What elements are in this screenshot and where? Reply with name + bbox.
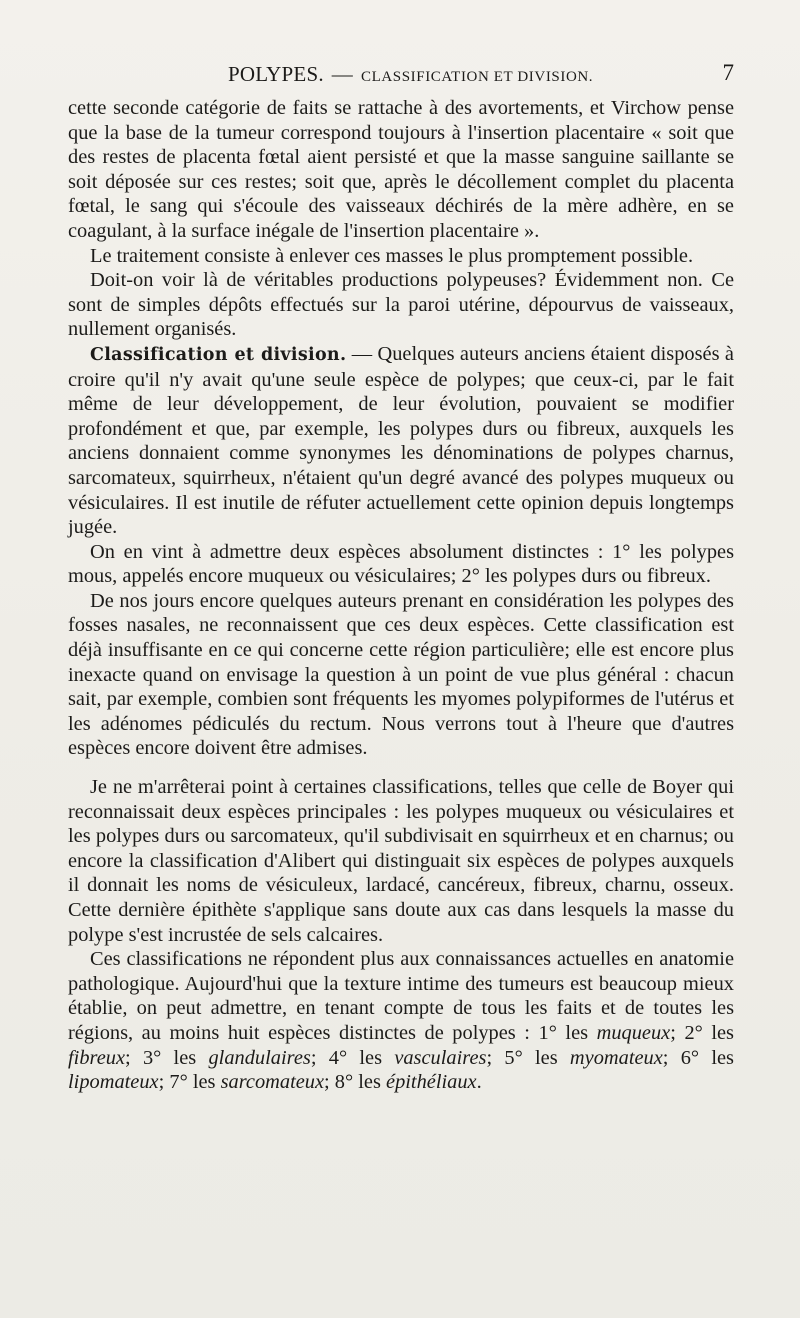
paragraph-3: Doit-on voir là de véritables productions polypeuses? Évidemment non. Ce sont de simples dépôts effectués sur la paroi utérine, dépourvus de vaisseaux, nullement organisés. (68, 269, 734, 341)
header-dash: — (331, 62, 353, 86)
body-text (68, 96, 734, 1095)
running-title (228, 62, 593, 87)
species-number: 4° (328, 1046, 348, 1069)
page-number: 7 (722, 60, 734, 85)
species-article: les (556, 1021, 597, 1044)
species-number: 1° (538, 1021, 557, 1044)
paragraph-6: De nos jours encore quelques auteurs prenant en considération les polypes des fosses nasales, ne reconnaissent que ces deux espèces. Cette classification est déjà insuffisante en ce qui concerne cette région particulière; elle est encore plus inexacte quand on envisage la question à un point de vue plus général : chacun sait, par exemple, combien sont fréquents les myomes polypiformes de l'utérus et les adénomes pédiculés du rectum. Nous verrons tout à l'heure que d'autres espèces encore doivent être admises. (68, 589, 734, 760)
species-item (169, 1071, 334, 1093)
species-number: 5° (504, 1046, 523, 1069)
paragraph-1: cette seconde catégorie de faits se rattache à des avortements, et Virchow pense que la base de la tumeur correspond toujours à l'insertion placentaire « soit que des restes de placenta fœtal aient persisté et que la masse sanguine saillante se soit déposée sur ces restes; soit que, après le décollement complet du placenta fœtal, le sang qui s'écoule des vaisseaux déchirés de la mère adhère, en se coagulant, à la surface inégale de l'insertion placentaire ». (68, 97, 734, 242)
species-separator: ; (310, 1046, 329, 1069)
species-item (335, 1071, 482, 1093)
species-article: les (522, 1046, 570, 1069)
species-article: les (702, 1021, 734, 1044)
species-separator: ; (662, 1046, 681, 1069)
species-separator: ; (670, 1021, 685, 1044)
species-number: 8° (334, 1071, 354, 1094)
species-name: vasculaires (394, 1046, 487, 1069)
species-separator: . (476, 1071, 482, 1094)
paragraph-4-text: — Quelques auteurs anciens étaient disposés à croire qu'il n'y avait qu'une seule espèce de polypes; que ceux-ci, par le fait même de leur développement, de leur évolution, pouvaient se modifier profondément et que, par exemple, les polypes durs ou fibreux, auxquels les anciens donnaient comme synonymes les dénominations de polypes charnus, sarcomateux, squirrheux, n'étaient qu'un degré avancé des polypes muqueux ou vésiculaires. Il est inutile de réfuter actuellement cette opinion depuis longtemps jugée. (68, 342, 734, 539)
species-article: les (187, 1071, 221, 1094)
header-subtitle: CLASSIFICATION ET DIVISION. (360, 69, 594, 85)
species-separator: ; (324, 1071, 335, 1094)
species-separator: ; (486, 1046, 505, 1069)
header-title: POLYPES. (228, 62, 324, 86)
species-separator: ; (158, 1071, 170, 1094)
paragraph-7: Je ne m'arrêterai point à certaines classifications, telles que celle de Boyer qui reconnaissait deux espèces principales : les polypes muqueux ou vésiculaires et les polypes durs ou sarcomateux, qu'il subdivisait en squirrheux et en charnus; ou encore la classification d'Alibert qui distinguait six espèces de polypes auxquels il donnait les noms de vésiculeux, lardacé, cancéreux, fibreux, charnu, osseux. Cette dernière épithète s'applique sans doute aux cas dans lesquels la masse du polype s'est incrustée de sels calcaires. (68, 776, 734, 946)
species-name: sarcomateux (220, 1071, 325, 1094)
species-name: épithéliaux (386, 1071, 477, 1094)
species-number: 3° (142, 1046, 162, 1069)
running-header (68, 60, 736, 90)
paragraph-2: Le traitement consiste à enlever ces masses le plus promptement possible. (90, 244, 694, 267)
species-number: 6° (680, 1046, 700, 1069)
species-name: muqueux (596, 1021, 671, 1044)
species-article: les (353, 1071, 387, 1094)
paragraph-4 (68, 342, 734, 540)
species-number: 2° (684, 1021, 703, 1044)
paragraph-8-text: Ces classifications ne répondent plus aux connaissances actuelles en anatomie pathologique. Aujourd'hui que la texture intime des tumeurs est beaucoup mieux établie, on peut admettre, en tenant compte de tous les faits et de toutes les régions, au moins huit espèces distinctes de polypes : (68, 948, 734, 1044)
paragraph-gap (68, 761, 734, 775)
species-item (143, 1047, 329, 1069)
species-item (539, 1022, 685, 1044)
species-name: fibreux (68, 1046, 125, 1069)
species-item (504, 1047, 680, 1069)
species-item (329, 1047, 505, 1069)
species-name: glandulaires (208, 1046, 311, 1069)
section-heading: Classification et division. (90, 344, 347, 365)
species-article: les (699, 1046, 734, 1069)
species-separator: ; (125, 1046, 143, 1069)
species-name: myomateux (569, 1046, 663, 1069)
species-number: 7° (169, 1071, 188, 1094)
species-article: les (347, 1046, 395, 1069)
species-name: lipomateux (68, 1071, 159, 1094)
paragraph-8 (68, 947, 734, 1095)
species-article: les (161, 1046, 209, 1069)
paragraph-5: On en vint à admettre deux espèces absolument distinctes : 1° les polypes mous, appelés encore muqueux ou vésiculaires; 2° les polypes durs ou fibreux. (68, 540, 734, 588)
